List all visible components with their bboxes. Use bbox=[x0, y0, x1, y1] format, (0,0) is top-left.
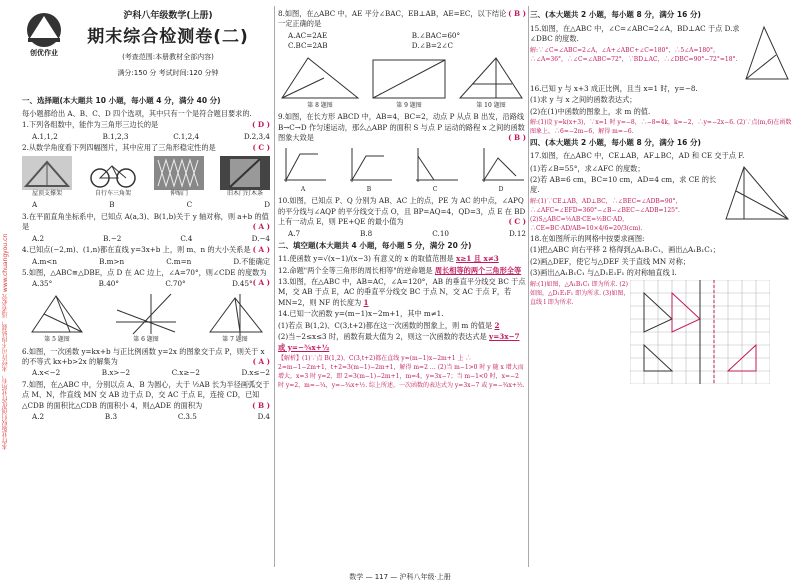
question-9 bbox=[278, 112, 526, 143]
q9-answer: ( B ) bbox=[508, 133, 526, 143]
triangle-diagram bbox=[720, 163, 792, 223]
q3-option: B.−2 bbox=[103, 233, 122, 243]
q5-7-figures bbox=[22, 292, 270, 345]
triangle-diagram bbox=[456, 54, 526, 102]
q4-option: D.不能确定 bbox=[233, 256, 270, 266]
copyright-sidebar: 本作业版权归创优作业所有，未经许可不得转载，违者必究 www.chuangyou.cn bbox=[2, 233, 9, 450]
section-2-heading: 二、填空题(本大题共 4 小题，每小题 5 分，满分 20 分) bbox=[278, 241, 472, 251]
q8-10-figures bbox=[278, 54, 526, 111]
function-graph bbox=[410, 146, 460, 186]
question-18-block bbox=[530, 280, 792, 384]
column-1 bbox=[22, 94, 270, 424]
folding-gate-image bbox=[154, 156, 204, 190]
q3-option: D.−4 bbox=[251, 233, 270, 243]
q12-text: 12.命题"两个全等三角形的周长相等"的逆命题是 bbox=[278, 265, 433, 275]
grid-diagram bbox=[630, 280, 770, 384]
q8-option: D.∠B=2∠C bbox=[411, 41, 453, 51]
q7-option: C.3.5 bbox=[177, 412, 197, 422]
q11-answer: x≥1 且 x≠3 bbox=[455, 254, 499, 264]
question-4 bbox=[22, 245, 270, 255]
roof-truss-image bbox=[22, 156, 72, 190]
q3-option: A.2 bbox=[32, 233, 45, 243]
question-17: 17.如图，在△ABC 中，CE⊥AB，AF⊥BC，AD 和 CE 交于点 F. bbox=[530, 151, 745, 161]
question-8 bbox=[278, 9, 526, 30]
page-title: 期末综合检测卷(二) bbox=[87, 27, 249, 48]
q8-answer: ( B ) bbox=[508, 9, 526, 18]
q14-solution: 【解析】(1)∵点 B(1,2)、C(3,t+2)都在直线 y=(m−1)x−2m+1 上 ∴ 2=m−1−2m+1，t+2=3(m−1)−2m+1，解得 m=2 … (2)当 m−1>0 时 y 随 x 增大而增大，x=3 时 y=2，即 2=3(m−1)−2m+1，m=4，y=3x−7；当 m−1<0 时，x=−2 时 y=2，m=−¼，y=−¾x+½. 综上所述，一次函数的表达式为 y=3x−7 或 y=−¾x+½. bbox=[278, 355, 525, 389]
logo-text: 创优作业 bbox=[30, 49, 58, 57]
q7-option: A.2 bbox=[32, 412, 45, 422]
q12-answer: 周长相等的两个三角形全等 bbox=[434, 265, 522, 275]
section-1-heading: 一、选择题(本大题共 10 小题，每小题 4 分，满分 40 分) bbox=[22, 96, 221, 105]
q11-text: 11.使函数 y=√(x−1)/(x−3) 有意义的 x 的取值范围是 bbox=[278, 254, 454, 264]
bicycle-image bbox=[88, 156, 138, 190]
q6-option: B.x>−2 bbox=[101, 368, 131, 378]
q2-option: A bbox=[32, 200, 38, 210]
q5-text: 5.如图，△ABC≌△DBE，点 D 在 AC 边上，∠A=70°，则∠CDE 的度数为 bbox=[22, 267, 267, 277]
q5-answer: ( A ) bbox=[252, 278, 270, 288]
q9-option: B bbox=[366, 185, 372, 193]
q4-text: 4.已知点(−2,m)、(1,n)都在直线 y=3x+b 上，则 m、n 的大小关系是 bbox=[22, 245, 251, 255]
logo bbox=[18, 8, 70, 60]
question-16-part-2: (2)在(1)中函数的图象上，求 m 的值. bbox=[530, 106, 651, 116]
question-18-part-1: (1)把△ABC 向右平移 2 格得到△A₁B₁C₁，画出△A₁B₁C₁； bbox=[530, 245, 720, 255]
triangle-diagram bbox=[742, 23, 792, 83]
q2-figure bbox=[220, 156, 270, 199]
column-divider bbox=[528, 6, 529, 567]
q9-graph bbox=[344, 146, 394, 195]
question-3 bbox=[22, 212, 270, 233]
q10-figure bbox=[456, 54, 526, 111]
q2-figure-caption: 伸缩门 bbox=[169, 189, 188, 197]
q18-solution: 解:(1)如图，△A₁B₁C₁ 即为所求. (2)如图，△D₁E₁F₁ 即为所求. (3)如图，直线 l 即为所求. bbox=[530, 280, 630, 306]
q2-figure-caption: 屋顶支撑架 bbox=[31, 189, 62, 197]
q10-option: C.10 bbox=[432, 228, 449, 238]
q16-solution: 解:(1)设 y=k(x+3)，∵x=1 时 y=−8，∴−8=4k，k=−2，∴y=−2x−6. (2)∵点(m,6)在函数图象上，∴6=−2m−6，解得 m=−6. bbox=[530, 119, 792, 136]
q1-option: D.2,3,4 bbox=[243, 131, 270, 141]
q7-figure bbox=[200, 292, 270, 345]
q8-option: C.BC=2AB bbox=[288, 41, 328, 51]
figure-caption: 第 7 题图 bbox=[222, 335, 248, 343]
q6-answer: ( A ) bbox=[252, 356, 270, 366]
q14-2-answer: y=3x−7 或 y=−¾x+½ bbox=[278, 332, 520, 352]
q2-options bbox=[22, 200, 270, 210]
q1-options bbox=[22, 132, 270, 142]
q9-option: D bbox=[498, 185, 504, 193]
q8-figure bbox=[278, 54, 362, 111]
q1-option: C.1,2,4 bbox=[173, 131, 200, 141]
q10-option: D.12 bbox=[509, 228, 526, 238]
page-header bbox=[68, 10, 268, 78]
q5-option: A.35° bbox=[32, 279, 53, 289]
q5-figure bbox=[22, 292, 92, 345]
construction-diagram bbox=[200, 292, 270, 336]
q4-option: A.m<n bbox=[32, 256, 57, 266]
q3-options bbox=[22, 234, 270, 244]
question-11 bbox=[278, 254, 526, 264]
q13-answer: 1 bbox=[363, 297, 369, 307]
q7-text: 7.如图，在△ABC 中，分别以点 A、B 为圆心，大于 ½AB 长为半径画弧交于点 M、N，作直线 MN 交 AB 边于点 D，交 AC 于点 E，连接 CD，已知△CDB 的面积比△CDB 的面积小 4，则△ADE 的面积为 bbox=[22, 379, 270, 410]
q2-figure-caption: 旧木门钉木条 bbox=[226, 189, 263, 197]
q1-text: 1.下列各组数中，能作为三角形三边长的是 bbox=[22, 120, 159, 130]
question-10 bbox=[278, 196, 526, 227]
q2-figure bbox=[88, 156, 138, 199]
q3-text: 3.在平面直角坐标系中，已知点 A(a,3)、B(1,b)关于 y 轴对称，则 a+b 的值是 bbox=[22, 211, 269, 232]
q17-solution: 解:(1)∵CE⊥AB，AD⊥BC，∴∠BEC=∠ADB=90°，∴∠AFC=∠EFD=360°−∠B−∠BEC−∠ADB=125°. (2)S△ABC=½AB·CE=½BC·AD，∴CE=BC·AD/AB=10×4/6=20/3(cm). bbox=[530, 197, 682, 232]
q5-option: C.70° bbox=[165, 279, 186, 289]
q9-graph bbox=[410, 146, 460, 195]
figure-caption: 第 6 题图 bbox=[133, 335, 159, 343]
exam-scope: (考查范围:本册教材全部内容) bbox=[122, 52, 214, 61]
q1-option: A.1,1,2 bbox=[32, 131, 58, 141]
q10-answer: ( C ) bbox=[508, 217, 526, 227]
q6-option: D.x≤−2 bbox=[241, 368, 270, 378]
q2-figure bbox=[22, 156, 72, 199]
q6-option: C.x≥−2 bbox=[171, 368, 200, 378]
q4-option: C.m=n bbox=[166, 256, 192, 266]
figure-caption: 第 8 题图 bbox=[307, 101, 333, 109]
question-14-part-2 bbox=[278, 332, 526, 353]
q3-answer: ( A ) bbox=[252, 222, 270, 232]
question-7 bbox=[22, 380, 270, 411]
function-graph bbox=[278, 146, 328, 186]
line-graph-diagram bbox=[111, 292, 181, 336]
column-2 bbox=[278, 8, 526, 390]
question-17-block bbox=[530, 163, 792, 233]
q10-option: A.7 bbox=[288, 228, 301, 238]
question-6 bbox=[22, 347, 270, 368]
q8-option: B.∠BAC=60° bbox=[411, 30, 461, 40]
q2-option: D bbox=[264, 200, 270, 210]
question-18: 18.在如图所示的网格中按要求画图: bbox=[530, 233, 645, 243]
q15-text: 15.如图，在△ABC 中，∠C=∠ABC=2∠A，BD⊥AC 于点 D.求∠DBC 的度数. bbox=[530, 23, 740, 44]
question-2 bbox=[22, 143, 270, 153]
figure-caption: 第 10 题图 bbox=[476, 101, 506, 109]
q8-text: 8.如图，在△ABC 中，AE 平分∠BAC，EB⊥AB，AE=EC，以下结论一定正确的是 bbox=[278, 9, 507, 29]
q6-option: A.x<−2 bbox=[32, 368, 61, 378]
q2-answer: ( C ) bbox=[252, 143, 270, 153]
book-subtitle: 沪科八年级数学(上册) bbox=[123, 11, 213, 21]
q7-options bbox=[22, 412, 270, 422]
q5-options bbox=[22, 279, 253, 289]
q2-figure-caption: 自行车三角架 bbox=[94, 189, 131, 197]
triangle-diagram bbox=[278, 54, 362, 102]
q1-answer: ( D ) bbox=[251, 120, 270, 130]
q2-figure bbox=[154, 156, 204, 199]
q2-text: 2.从数学角度看下列四幅图片，其中应用了三角形稳定性的是 bbox=[22, 143, 216, 153]
q8-options bbox=[278, 31, 526, 52]
question-14-part-1 bbox=[278, 321, 526, 331]
question-15-block bbox=[530, 23, 792, 83]
q13-text: 13.如图，在△ABC 中，AB=AC，∠A=120°，AB 的垂直平分线交 BC 于点 M，交 AB 于点 E，AC 的垂直平分线交 BC 于点 N，交 AC 于点 F，若 MN=2，则 NF 的长度为 bbox=[278, 276, 526, 307]
question-12 bbox=[278, 266, 526, 276]
q2-option: C bbox=[186, 200, 193, 210]
q7-option: B.3 bbox=[104, 412, 118, 422]
q9-graph bbox=[278, 146, 328, 195]
q2-figures bbox=[22, 156, 270, 199]
question-18-part-2: (2)画△DEF，使它与△DEF 关于直线 MN 对称； bbox=[530, 256, 690, 266]
q7-option: D.4 bbox=[257, 412, 270, 422]
function-graph bbox=[344, 146, 394, 186]
question-17-part-2: (2)若 AB=6 cm，BC=10 cm，AD=4 cm，求 CE 的长度. bbox=[530, 174, 717, 195]
question-17-part-1: (1)若∠B=55°，求∠AFC 的度数； bbox=[530, 163, 645, 173]
function-graph bbox=[476, 146, 526, 186]
q8-option: A.AC=2AE bbox=[288, 30, 328, 40]
question-15 bbox=[530, 23, 742, 83]
exam-score: 满分:150 分 考试时间:120 分钟 bbox=[117, 68, 219, 77]
q4-answer: ( A ) bbox=[252, 245, 270, 255]
q9-figure bbox=[367, 54, 451, 111]
triangle-diagram bbox=[22, 292, 92, 336]
figure-caption: 第 9 题图 bbox=[396, 101, 422, 109]
q2-option: B bbox=[109, 200, 115, 210]
section-1-intro: 每小题都给出 A、B、C、D 四个选项，其中只有一个是符合题目要求的. bbox=[22, 108, 252, 118]
q6-text: 6.如图，一次函数 y=kx+b 与正比例函数 y=2x 的图象交于点 P，则关于 x 的不等式 kx+b>2x 的解集为 bbox=[22, 346, 265, 366]
question-17-parts bbox=[530, 163, 720, 233]
q4-options bbox=[22, 257, 270, 267]
q10-options bbox=[278, 229, 526, 239]
question-16-part-1: (1)求 y 与 x 之间的函数表达式； bbox=[530, 95, 637, 105]
q5-option: B.40° bbox=[98, 279, 119, 289]
q6-figure bbox=[111, 292, 181, 345]
q10-text: 10.如图，已知点 P、Q 分别为 AB、AC 上的点，PE 为 AC 的中点，∠APQ 的平分线与∠AQP 的平分线交于点 O，且 BP=AQ=4，QD=3，点 E 在 BD 上有一动点 E，则 PE+QE 的最小值为 bbox=[278, 196, 526, 227]
rectangle-diagram bbox=[367, 54, 451, 102]
q9-option: C bbox=[432, 185, 438, 193]
q9-text: 9.如图，在长方形 ABCD 中，AB=4，BC=2，动点 P 从点 B 出发，沿路线 B→C→D 作匀速运动，那么△ABP 的面积 S 与点 P 运动的路程 x 之间的函数图象大致是 bbox=[278, 112, 525, 143]
q15-solution: 解:∵∠C=∠ABC=2∠A，∠A+∠ABC+∠C=180°，∴5∠A=180°，∴∠A=36°，∴∠C=∠ABC=72°，∵BD⊥AC，∴∠DBC=90°−72°=18°. bbox=[530, 46, 738, 63]
question-18-part-3: (3)画出△A₁B₁C₁ 与△D₁E₁F₁ 的对称轴直线 l. bbox=[530, 268, 677, 278]
section-4-heading: 四、(本大题共 2 小题，每小题 8 分，满分 16 分) bbox=[530, 138, 701, 148]
column-divider bbox=[274, 6, 275, 567]
q14-1-text: (1)若点 B(1,2)、C(3,t+2)都在这一次函数的图象上，则 m 的值是 bbox=[278, 320, 493, 330]
q1-option: B.1,2,3 bbox=[102, 131, 129, 141]
question-16: 16.已知 y 与 x+3 成正比例，且当 x=1 时，y=−8. bbox=[530, 83, 698, 93]
question-13 bbox=[278, 277, 526, 308]
page-footer: 数学 — 117 — 沪科八年级·上册 bbox=[349, 572, 451, 581]
q14-text: 14.已知一次函数 y=(m−1)x−2m+1，其中 m≠1. bbox=[278, 309, 444, 319]
q14-2-text: (2)当−2≤x≤3 时，函数有最大值为 2，则这一次函数的表达式是 bbox=[278, 332, 487, 342]
column-3 bbox=[530, 8, 792, 384]
q9-option: A bbox=[300, 185, 306, 193]
q9-graphs bbox=[278, 146, 526, 195]
q5-option: D.45° bbox=[232, 279, 253, 289]
q7-answer: ( B ) bbox=[252, 400, 270, 410]
wooden-door-image bbox=[220, 156, 270, 190]
question-1 bbox=[22, 120, 270, 130]
question-14 bbox=[278, 309, 526, 319]
q3-option: C.4 bbox=[180, 233, 193, 243]
q14-1-answer: 2 bbox=[494, 320, 500, 330]
figure-caption: 第 5 题图 bbox=[44, 335, 70, 343]
q10-option: B.8 bbox=[360, 228, 373, 238]
q9-graph bbox=[476, 146, 526, 195]
q6-options bbox=[22, 368, 270, 378]
q4-option: B.m>n bbox=[99, 256, 125, 266]
section-3-heading: 三、(本大题共 2 小题，每小题 8 分，满分 16 分) bbox=[530, 10, 701, 19]
